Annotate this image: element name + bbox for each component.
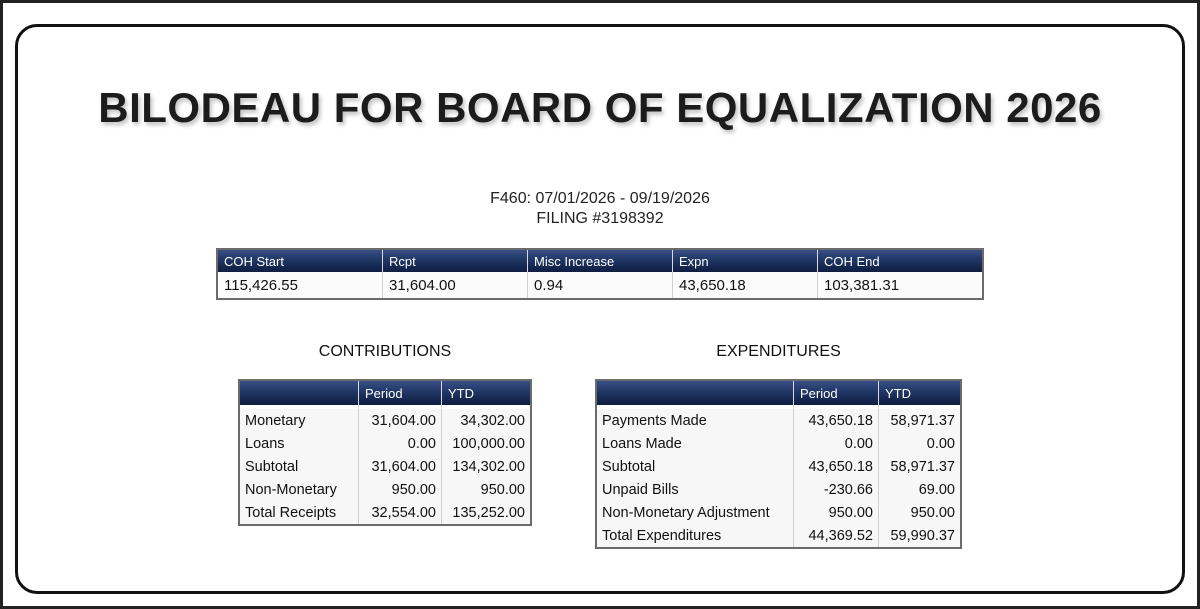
row-label: Subtotal bbox=[239, 455, 359, 478]
summary-value-row bbox=[217, 272, 983, 299]
row-ytd: 950.00 bbox=[879, 501, 962, 524]
table-row bbox=[596, 409, 961, 432]
row-period: 0.00 bbox=[794, 432, 879, 455]
expenditures-header-period: Period bbox=[794, 380, 879, 405]
expenditures-table bbox=[595, 379, 962, 549]
row-label: Total Expenditures bbox=[596, 524, 794, 548]
summary-header-expn: Expn bbox=[673, 249, 818, 272]
row-label: Payments Made bbox=[596, 409, 794, 432]
table-row bbox=[239, 409, 531, 432]
table-row bbox=[239, 501, 531, 525]
summary-value-misc-increase: 0.94 bbox=[528, 272, 673, 299]
row-period: 950.00 bbox=[794, 501, 879, 524]
expenditures-header-blank bbox=[596, 380, 794, 405]
row-period: 31,604.00 bbox=[359, 409, 442, 432]
row-ytd: 59,990.37 bbox=[879, 524, 962, 548]
table-row bbox=[239, 432, 531, 455]
summary-header-row bbox=[217, 249, 983, 272]
row-ytd: 69.00 bbox=[879, 478, 962, 501]
summary-value-rcpt: 31,604.00 bbox=[383, 272, 528, 299]
row-period: 31,604.00 bbox=[359, 455, 442, 478]
summary-header-rcpt: Rcpt bbox=[383, 249, 528, 272]
expenditures-header-row bbox=[596, 380, 961, 405]
row-ytd: 950.00 bbox=[442, 478, 532, 501]
row-label: Loans bbox=[239, 432, 359, 455]
row-label: Total Receipts bbox=[239, 501, 359, 525]
row-period: 44,369.52 bbox=[794, 524, 879, 548]
contributions-header-period: Period bbox=[359, 380, 442, 405]
summary-header-coh-end: COH End bbox=[818, 249, 984, 272]
row-label: Non-Monetary bbox=[239, 478, 359, 501]
expenditures-label: EXPENDITURES bbox=[716, 343, 841, 360]
filing-period: F460: 07/01/2026 - 09/19/2026 bbox=[490, 190, 710, 207]
row-label: Monetary bbox=[239, 409, 359, 432]
summary-header-misc-increase: Misc Increase bbox=[528, 249, 673, 272]
summary-table bbox=[216, 248, 984, 300]
row-ytd: 100,000.00 bbox=[442, 432, 532, 455]
row-period: -230.66 bbox=[794, 478, 879, 501]
row-period: 32,554.00 bbox=[359, 501, 442, 525]
summary-value-coh-start: 115,426.55 bbox=[217, 272, 383, 299]
row-label: Subtotal bbox=[596, 455, 794, 478]
summary-header-coh-start: COH Start bbox=[217, 249, 383, 272]
table-row bbox=[239, 478, 531, 501]
row-period: 0.00 bbox=[359, 432, 442, 455]
row-period: 950.00 bbox=[359, 478, 442, 501]
table-row bbox=[596, 478, 961, 501]
page-title: BILODEAU FOR BOARD OF EQUALIZATION 2026 bbox=[98, 84, 1102, 131]
row-ytd: 134,302.00 bbox=[442, 455, 532, 478]
contributions-label: CONTRIBUTIONS bbox=[318, 343, 452, 360]
table-row bbox=[596, 455, 961, 478]
row-ytd: 135,252.00 bbox=[442, 501, 532, 525]
row-ytd: 34,302.00 bbox=[442, 409, 532, 432]
table-row bbox=[596, 432, 961, 455]
table-row bbox=[596, 524, 961, 548]
row-ytd: 0.00 bbox=[879, 432, 962, 455]
summary-value-coh-end: 103,381.31 bbox=[818, 272, 984, 299]
row-period: 43,650.18 bbox=[794, 409, 879, 432]
contributions-header-blank bbox=[239, 380, 359, 405]
row-ytd: 58,971.37 bbox=[879, 455, 962, 478]
expenditures-header-ytd: YTD bbox=[879, 380, 962, 405]
summary-value-expn: 43,650.18 bbox=[673, 272, 818, 299]
contributions-header-row bbox=[239, 380, 531, 405]
table-row bbox=[596, 501, 961, 524]
contributions-header-ytd: YTD bbox=[442, 380, 532, 405]
row-period: 43,650.18 bbox=[794, 455, 879, 478]
row-label: Unpaid Bills bbox=[596, 478, 794, 501]
row-ytd: 58,971.37 bbox=[879, 409, 962, 432]
row-label: Loans Made bbox=[596, 432, 794, 455]
table-row bbox=[239, 455, 531, 478]
filing-number: FILING #3198392 bbox=[536, 210, 664, 227]
row-label: Non-Monetary Adjustment bbox=[596, 501, 794, 524]
contributions-table bbox=[238, 379, 532, 526]
